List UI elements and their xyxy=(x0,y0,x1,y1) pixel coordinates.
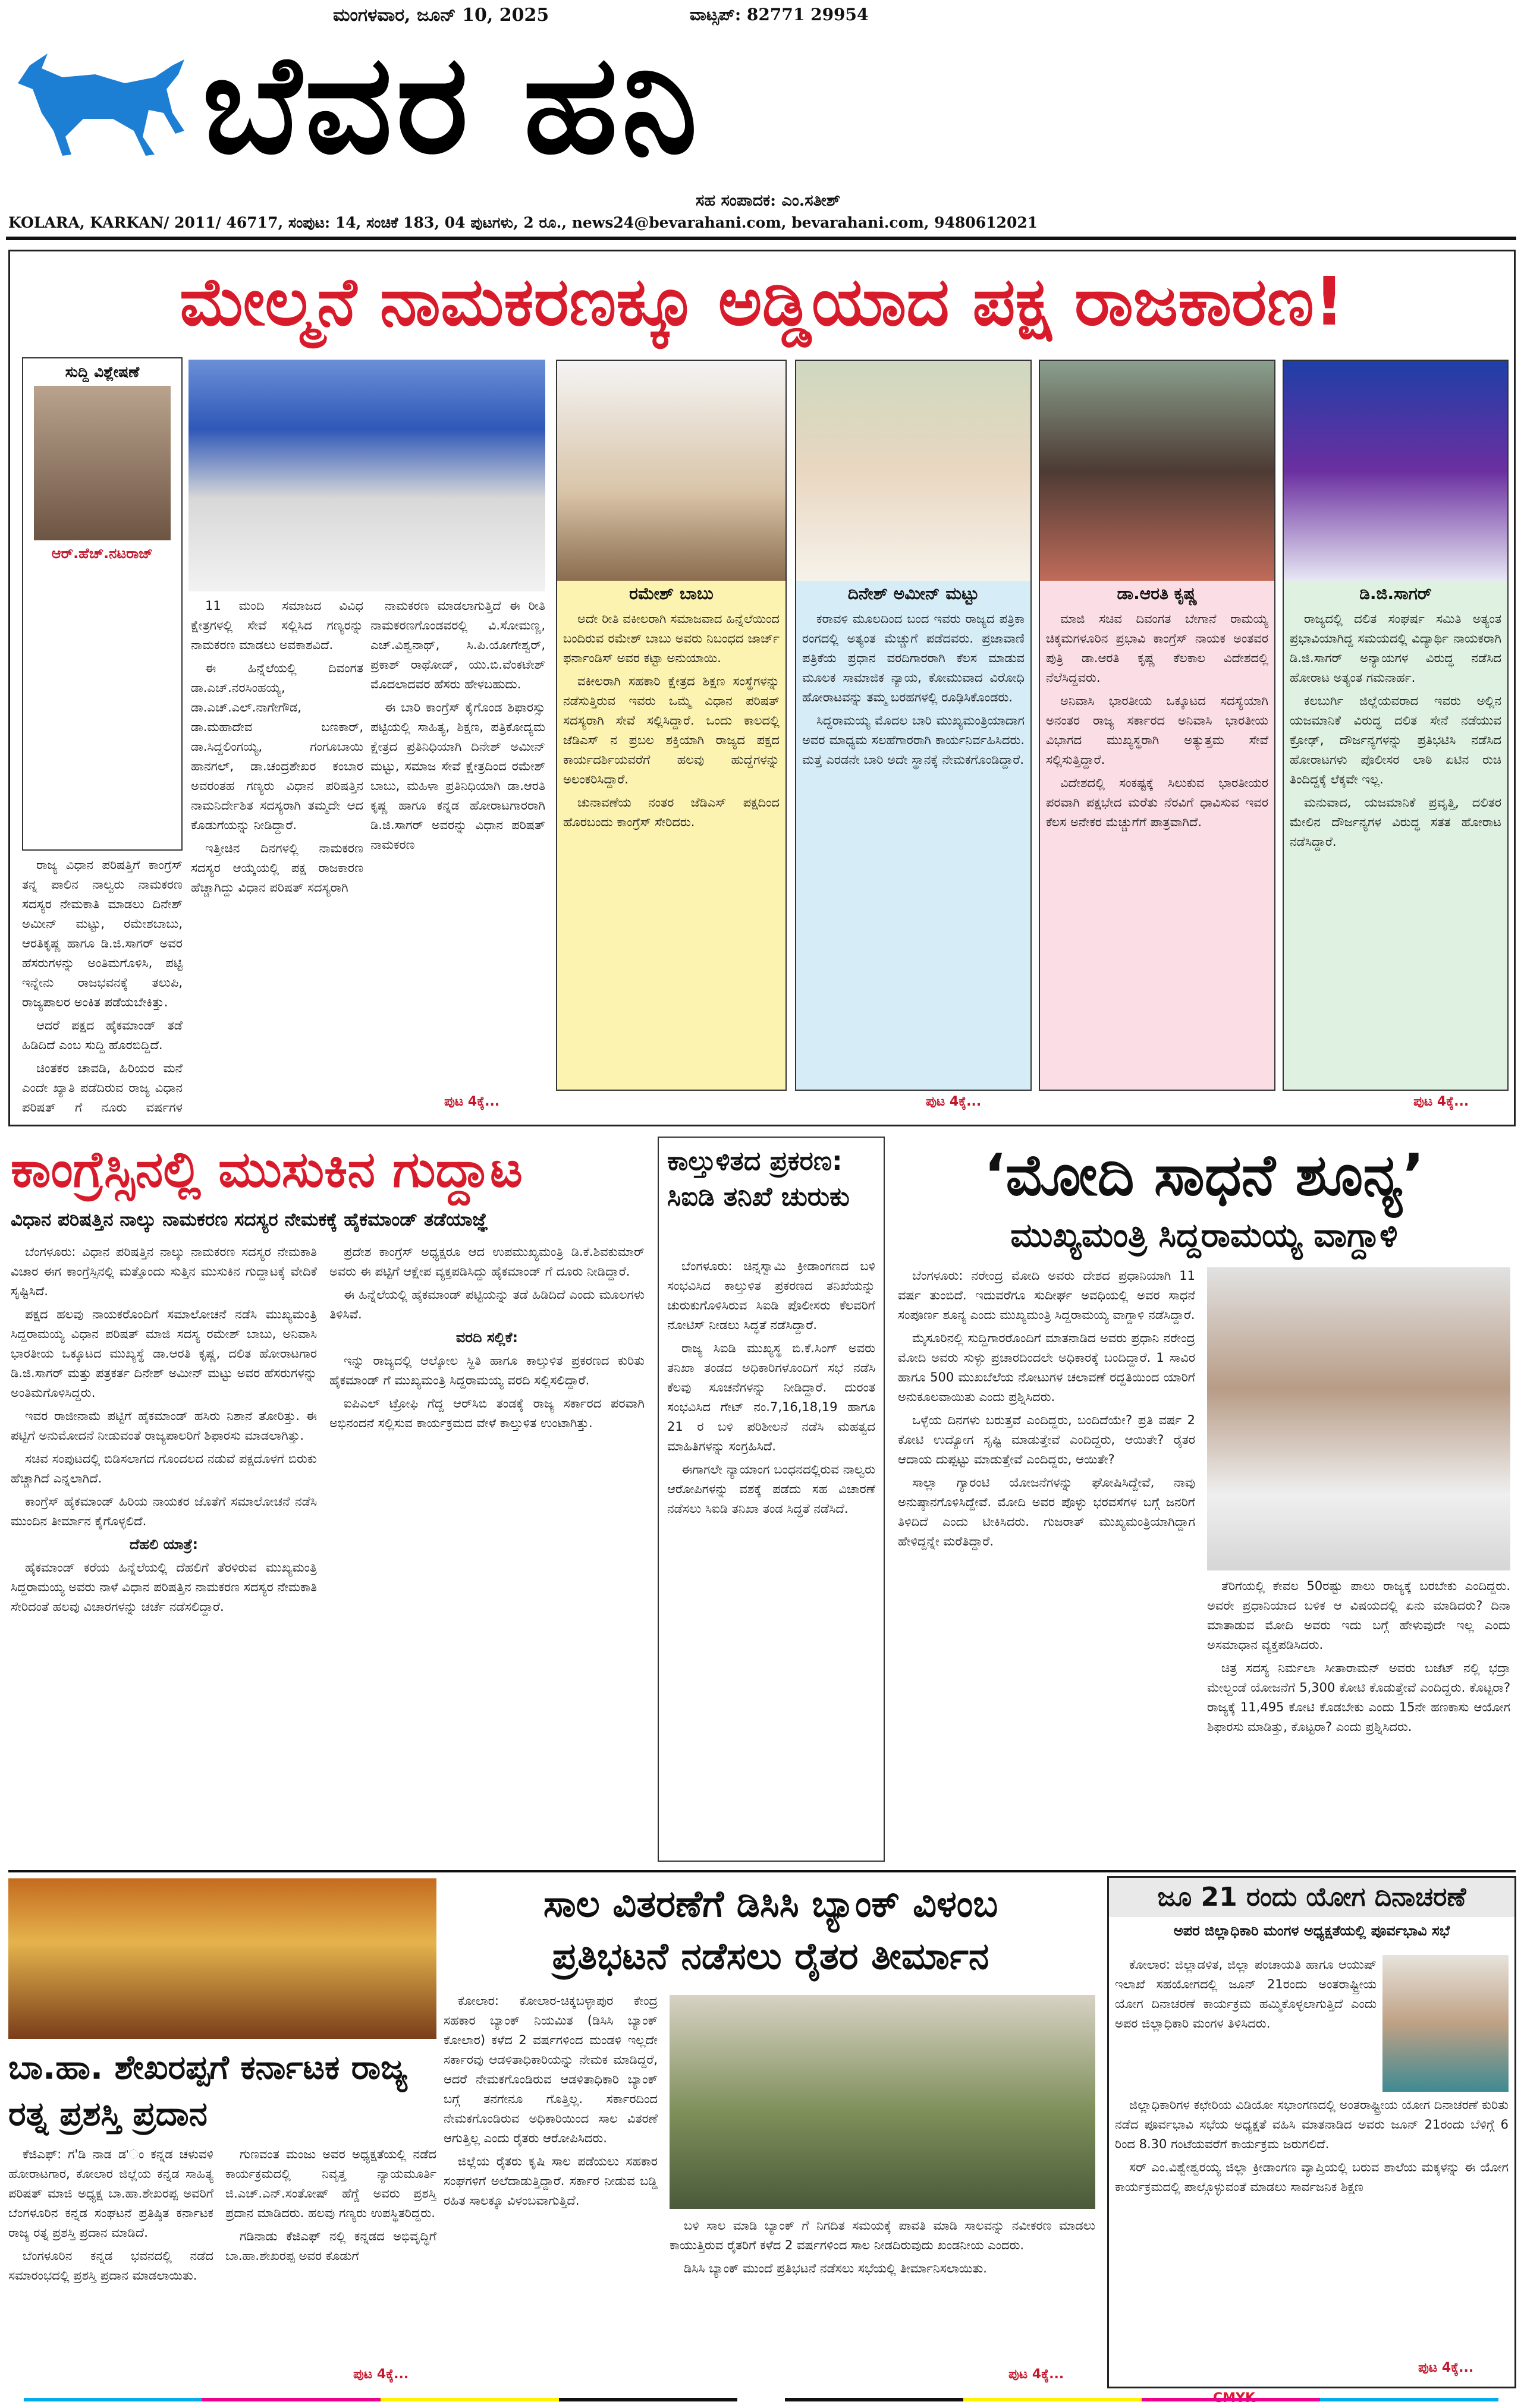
modi-headline: ‘ಮೋದಿ ಸಾಧನೆ ಶೂನ್ಯ’ xyxy=(983,1142,1425,1208)
award-headline: ಬಾ.ಹಾ. ಶೇಖರಪ್ಪಗೆ ಕರ್ನಾಟಕ ರಾಜ್ಯ ರತ್ನ ಪ್ರಶಸ್ತಿ ಪ್ರದಾನ xyxy=(8,2048,408,2133)
yoga-subhead: ಅಪರ ಜಿಲ್ಲಾಧಿಕಾರಿ ಮಂಗಳ ಅಧ್ಯಕ್ಷತೆಯಲ್ಲಿ ಪೂರ್ವಭಾವಿ ಸಭೆ xyxy=(1173,1922,1450,1939)
lead-continued: ಪುಟ 4ಕ್ಕೆ... xyxy=(1413,1094,1469,1109)
profile-photo xyxy=(796,361,1030,581)
stampede-headline: ಕಾಲ್ತುಳಿತದ ಪ್ರಕರಣ: ಸಿಐಡಿ ತನಿಖೆ ಚುರುಕು xyxy=(667,1146,850,1212)
congress-story xyxy=(8,1137,651,1862)
profile-name: ಡಿ.ಜಿ.ಸಾಗರ್ xyxy=(1359,584,1432,603)
profile-card-sagar xyxy=(1283,360,1509,1091)
profile-text: ಮಾಜಿ ಸಚಿವ ದಿವಂಗತ ಬೇಗಾನೆ ರಾಮಯ್ಯ ಚಿಕ್ಕಮಗಳೂರಿನ ಪ್ರಭಾವಿ ಕಾಂಗ್ರೆಸ್ ನಾಯಕ ಅಂತವರ ಪುತ್ರಿ ಡಾ.ಆರತಿ ಕೃಷ್ಣ ಕೆಲಕಾಲ ವಿದೇಶದಲ್ಲಿ ನೆಲೆಸಿದ್ದವರು. ಅನಿವಾಸಿ ಭಾರತೀಯ ಒಕ್ಕೂಟದ ಸದಸ್ಯೆಯಾಗಿ ಅನಂತರ ರಾಜ್ಯ ಸರ್ಕಾರದ ಅನಿವಾಸಿ ಭಾರತೀಯ ವಿಭಾಗದ ಮುಖ್ಯಸ್ಥರಾಗಿ ಅತ್ಯುತ್ತಮ ಸೇವೆ ಸಲ್ಲಿಸುತ್ತಿದ್ದಾರೆ. ವಿದೇಶದಲ್ಲಿ ಸಂಕಷ್ಟಕ್ಕೆ ಸಿಲುಕುವ ಭಾರತೀಯರ ಪರವಾಗಿ ಪಕ್ಷಭೇದ ಮರೆತು ನೆರವಿಗೆ ಧಾವಿಸುವ ಇವರ ಕೆಲಸ ಅನೇಕರ ಮೆಚ್ಚುಗೆಗೆ ಪಾತ್ರವಾಗಿದೆ. xyxy=(1046,612,1268,829)
award-story xyxy=(8,1878,436,2390)
award-continued: ಪುಟ 4ಕ್ಕೆ... xyxy=(353,2367,409,2382)
dcc-headline-1: ಸಾಲ ವಿತರಣೆಗೆ ಡಿಸಿಸಿ ಬ್ಯಾಂಕ್ ವಿಳಂಬ xyxy=(543,1882,998,1925)
leaders-photo xyxy=(188,360,545,591)
issue-date: ಮಂಗಳವಾರ, ಜೂನ್ 10, 2025 xyxy=(333,5,549,26)
dcc-story xyxy=(444,1878,1098,2390)
modi-story xyxy=(892,1137,1516,1862)
whatsapp-number: ವಾಟ್ಸಪ್: 82771 29954 xyxy=(690,5,869,24)
lead-story xyxy=(8,250,1516,1126)
profile-photo xyxy=(1040,361,1274,581)
farmers-meeting-photo xyxy=(670,1995,1095,2209)
profile-text: ಕರಾವಳಿ ಮೂಲದಿಂದ ಬಂದ ಇವರು ರಾಜ್ಯದ ಪತ್ರಿಕಾ ರಂಗದಲ್ಲಿ ಅತ್ಯಂತ ಮೆಚ್ಚುಗೆ ಪಡೆದವರು. ಪ್ರಜಾವಾಣಿ ಪತ್ರಿಕೆಯ ಪ್ರಧಾನ ವರದಿಗಾರರಾಗಿ ಕೆಲಸ ಮಾಡುವ ಮೂಲಕ ಸಾಮಾಜಿಕ ನ್ಯಾಯ, ಕೋಮುವಾದ ವಿರೋಧಿ ಹೋರಾಟವನ್ನು ತಮ್ಮ ಬರಹಗಳಲ್ಲಿ ರೂಢಿಸಿಕೊಂಡರು. ಸಿದ್ದರಾಮಯ್ಯ ಮೊದಲ ಬಾರಿ ಮುಖ್ಯಮಂತ್ರಿಯಾದಾಗ ಅವರ ಮಾಧ್ಯಮ ಸಲಹೆಗಾರರಾಗಿ ಕಾರ್ಯನಿರ್ವಹಿಸಿದರು. ಮತ್ತೆ ಎರಡನೇ ಬಾರಿ ಅದೇ ಸ್ಥಾನಕ್ಕೆ ನೇಮಕಗೊಂಡಿದ್ದಾರೆ. xyxy=(802,612,1025,767)
author-photo xyxy=(34,386,171,540)
profile-photo xyxy=(557,361,785,581)
congress-col-2: ಪ್ರದೇಶ ಕಾಂಗ್ರೆಸ್ ಅಧ್ಯಕ್ಷರೂ ಆದ ಉಪಮುಖ್ಯಮಂತ್ರಿ ಡಿ.ಕೆ.ಶಿವಕುಮಾರ್ ಅವರು ಈ ಪಟ್ಟಿಗೆ ಆಕ್ಷೇಪ ವ್ಯಕ್ತಪಡಿಸಿದ್ದು ಹೈಕಮಾಂಡ್ ಗೆ ದೂರು ನೀಡಿದ್ದಾರೆ. ಈ ಹಿನ್ನೆಲೆಯಲ್ಲಿ ಹೈಕಮಾಂಡ್ ಪಟ್ಟಿಯನ್ನು ತಡೆ ಹಿಡಿದಿದೆ ಎಂದು ಮೂಲಗಳು ತಿಳಿಸಿವೆ. ವರದಿ ಸಲ್ಲಿಕೆ: ಇನ್ನು ರಾಜ್ಯದಲ್ಲಿ ಆಲ್ಕೋಲ ಸ್ಥಿತಿ ಹಾಗೂ ಕಾಲ್ತುಳಿತ ಪ್ರಕರಣದ ಕುರಿತು ಹೈಕಮಾಂಡ್ ಗೆ ಮುಖ್ಯಮಂತ್ರಿ ಸಿದ್ದರಾಮಯ್ಯ ವರದಿ ಸಲ್ಲಿಸಲಿದ್ದಾರೆ. ಐಪಿಎಲ್ ಟ್ರೋಫಿ ಗೆದ್ದ ಆರ್‌ಸಿಬಿ ತಂಡಕ್ಕೆ ರಾಜ್ಯ ಸರ್ಕಾರದ ಪರವಾಗಿ ಅಭಿನಂದನೆ ಸಲ್ಲಿಸುವ ಕಾರ್ಯಕ್ರಮದ ವೇಳೆ ಕಾಲ್ತುಳಿತ ಉಂಟಾಗಿತ್ತು. xyxy=(329,1245,645,1430)
modi-col-1: ಬೆಂಗಳೂರು: ನರೇಂದ್ರ ಮೋದಿ ಅವರು ದೇಶದ ಪ್ರಧಾನಿಯಾಗಿ 11 ವರ್ಷ ತುಂಬಿದೆ. ಇದುವರೆಗೂ ಸುದೀರ್ಘ ಅವಧಿಯಲ್ಲಿ ಅವರ ಸಾಧನೆ ಸಂಪೂರ್ಣ ಶೂನ್ಯ ಎಂದು ಮುಖ್ಯಮಂತ್ರಿ ಸಿದ್ದರಾಮಯ್ಯ ವಾಗ್ದಾಳಿ ನಡೆಸಿದ್ದಾರೆ. ಮೈಸೂರಿನಲ್ಲಿ ಸುದ್ದಿಗಾರರೊಂದಿಗೆ ಮಾತನಾಡಿದ ಅವರು ಪ್ರಧಾನಿ ನರೇಂದ್ರ ಮೋದಿ ಅವರು ಸುಳ್ಳು ಪ್ರಚಾರದಿಂದಲೇ ಅಧಿಕಾರಕ್ಕೆ ಬಂದಿದ್ದಾರೆ. 1 ಸಾವಿರ ಹಾಗೂ 500 ಮುಖಬೆಲೆಯ ನೋಟುಗಳ ಚಲಾವಣೆ ರದ್ದತಿಯಿಂದ ಯಾರಿಗೆ ಅನುಕೂಲವಾಯಿತು ಎಂದು ಪ್ರಶ್ನಿಸಿದರು. ಒಳ್ಳೆಯ ದಿನಗಳು ಬರುತ್ತವೆ ಎಂದಿದ್ದರು, ಬಂದಿದೆಯೇ? ಪ್ರತಿ ವರ್ಷ 2 ಕೋಟಿ ಉದ್ಯೋಗ ಸೃಷ್ಟಿ ಮಾಡುತ್ತೇವೆ ಎಂದಿದ್ದರು, ಆಯಿತೇ? ರೈತರ ಆದಾಯ ದುಪ್ಪಟ್ಟು ಮಾಡುತ್ತೇವೆ ಎಂದಿದ್ದರು, ಆಯಿತೇ? ಸಾಲ್ಲಾ ಗ್ಯಾರಂಟಿ ಯೋಜನೆಗಳನ್ನು ಘೋಷಿಸಿದ್ದೇವೆ, ನಾವು ಅನುಷ್ಠಾನಗೊಳಿಸಿದ್ದೇವೆ. ಮೋದಿ ಅವರ ಪೊಳ್ಳು ಭರವಸೆಗಳ ಬಗ್ಗೆ ಜನರಿಗೆ ತಿಳಿದಿದೆ ಎಂದು ಟೀಕಿಸಿದರು. ಗುಜರಾತ್ ಮುಖ್ಯಮಂತ್ರಿಯಾಗಿದ್ದಾಗ ಹೇಳಿದ್ದನ್ನೇ ಮರೆತಿದ್ದಾರೆ. xyxy=(898,1268,1195,1548)
stampede-text: ಬೆಂಗಳೂರು: ಚಿನ್ನಸ್ವಾಮಿ ಕ್ರೀಡಾಂಗಣದ ಬಳಿ ಸಂಭವಿಸಿದ ಕಾಲ್ತುಳಿತ ಪ್ರಕರಣದ ತನಿಖೆಯನ್ನು ಚುರುಕುಗೊಳಿಸಿರುವ ಸಿಐಡಿ ಪೊಲೀಸರು ಕೆಲವರಿಗೆ ನೋಟಿಸ್ ನೀಡಲು ಸಿದ್ಧತೆ ನಡೆಸಿದ್ದಾರೆ. ರಾಜ್ಯ ಸಿಐಡಿ ಮುಖ್ಯಸ್ಥ ಬಿ.ಕೆ.ಸಿಂಗ್ ಅವರು ತನಿಖಾ ತಂಡದ ಅಧಿಕಾರಿಗಳೊಂದಿಗೆ ಸಭೆ ನಡೆಸಿ ಕೆಲವು ಸೂಚನೆಗಳನ್ನು ನೀಡಿದ್ದಾರೆ. ದುರಂತ ಸಂಭವಿಸಿದ ಗೇಟ್ ನಂ.7,16,18,19 ಹಾಗೂ 21 ರ ಬಳಿ ಪರಿಶೀಲನೆ ನಡೆಸಿ ಮಹತ್ವದ ಮಾಹಿತಿಗಳನ್ನು ಸಂಗ್ರಹಿಸಿದೆ. ಈಗಾಗಲೇ ನ್ಯಾಯಾಂಗ ಬಂಧನದಲ್ಲಿರುವ ನಾಲ್ವರು ಆರೋಪಿಗಳನ್ನು ವಶಕ್ಕೆ ಪಡೆದು ಸಹ ವಿಚಾರಣೆ ನಡೆಸಲು ಸಿಐಡಿ ತನಿಖಾ ತಂಡ ಸಿದ್ಧತೆ ನಡೆಸಿದೆ. xyxy=(667,1259,875,1516)
color-bar xyxy=(785,2398,1498,2401)
profile-card-dinesh xyxy=(795,360,1032,1091)
profile-card-ramesh xyxy=(556,360,787,1091)
award-col-1: ಕೆಜಿಎಫ್: ಗ'ಡಿ ನಾಡ ಡ'ಂ ಕನ್ನಡ ಚಳುವಳಿ ಹೋರಾಟಗಾರ, ಕೋಲಾರ ಜಿಲ್ಲೆಯ ಕನ್ನಡ ಸಾಹಿತ್ಯ ಪರಿಷತ್ ಮಾಜಿ ಅಧ್ಯಕ್ಷ ಬಾ.ಹಾ.ಶೇಖರಪ್ಪ ಅವರಿಗೆ ಬೆಂಗಳೂರಿನ ಕನ್ನಡ ಸಂಘಟನೆ ಪ್ರತಿಷ್ಠಿತ ಕರ್ನಾಟಕ ರಾಜ್ಯ ರತ್ನ ಪ್ರಶಸ್ತಿ ಪ್ರದಾನ ಮಾಡಿದೆ. ಬೆಂಗಳೂರಿನ ಕನ್ನಡ ಭವನದಲ್ಲಿ ನಡೆದ ಸಮಾರಂಭದಲ್ಲಿ ಪ್ರಶಸ್ತಿ ಪ್ರದಾನ ಮಾಡಲಾಯಿತು. xyxy=(8,2147,213,2283)
lead-col-3: ನಾಮಕರಣ ಮಾಡಲಾಗುತ್ತಿದೆ ಈ ರೀತಿ ನಾಮಕರಣಗೊಂಡವರಲ್ಲಿ ವಿ.ಸೋಮಣ್ಣ, ಎಚ್.ವಿಶ್ವನಾಥ್, ಸಿ.ಪಿ.ಯೋಗೇಶ್ವರ್, ಪ್ರಕಾಶ್ ರಾಥೋಡ್, ಯು.ಬಿ.ವೆಂಕಟೇಶ್ ಮೊದಲಾದವರ ಹೆಸರು ಹೇಳಬಹುದು. ಈ ಬಾರಿ ಕಾಂಗ್ರೆಸ್ ಕೈಗೊಂಡ ಶಿಫಾರಸ್ಸು ಪಟ್ಟಿಯಲ್ಲಿ ಸಾಹಿತ್ಯ, ಶಿಕ್ಷಣ, ಪತ್ರಿಕೋದ್ಯಮ ಕ್ಷೇತ್ರದ ಪ್ರತಿನಿಧಿಯಾಗಿ ದಿನೇಶ್ ಅಮೀನ್ ಮಟ್ಟು, ಸಮಾಜ ಸೇವೆ ಕ್ಷೇತ್ರದಿಂದ ರಮೇಶ್ ಬಾಬು, ಮಹಿಳಾ ಪ್ರತಿನಿಧಿಯಾಗಿ ಡಾ.ಆರತಿ ಕೃಷ್ಣ ಹಾಗೂ ಕನ್ನಡ ಹೋರಾಟಗಾರರಾಗಿ ಡಿ.ಜಿ.ಸಾಗರ್ ಅವರನ್ನು ವಿಧಾನ ಪರಿಷತ್ ನಾಮಕರಣ xyxy=(370,599,545,852)
lead-headline: ಮೇಲ್ಮನೆ ನಾಮಕರಣಕ್ಕೂ ಅಡ್ಡಿಯಾದ ಪಕ್ಷ ರಾಜಕಾರಣ! xyxy=(180,263,1344,341)
dcc-continued: ಪುಟ 4ಕ್ಕೆ... xyxy=(1008,2367,1064,2382)
congress-col-1: ಬೆಂಗಳೂರು: ವಿಧಾನ ಪರಿಷತ್ತಿನ ನಾಲ್ಕು ನಾಮಕರಣ ಸದಸ್ಯರ ನೇಮಕಾತಿ ವಿಚಾರ ಈಗ ಕಾಂಗ್ರೆಸ್ಸಿನಲ್ಲಿ ಮತ್ತೊಂದು ಸುತ್ತಿನ ಮುಸುಕಿನ ಗುದ್ದಾಟಕ್ಕೆ ವೇದಿಕೆ ಸೃಷ್ಟಿಸಿದೆ. ಪಕ್ಷದ ಹಲವು ನಾಯಕರೊಂದಿಗೆ ಸಮಾಲೋಚನೆ ನಡೆಸಿ ಮುಖ್ಯಮಂತ್ರಿ ಸಿದ್ದರಾಮಯ್ಯ ವಿಧಾನ ಪರಿಷತ್ ಮಾಜಿ ಸದಸ್ಯ ರಮೇಶ್ ಬಾಬು, ಅನಿವಾಸಿ ಭಾರತೀಯ ಒಕ್ಕೂಟದ ಮುಖ್ಯಸ್ಥೆ ಡಾ.ಆರತಿ ಕೃಷ್ಣ, ದಲಿತ ಹೋರಾಟಗಾರ ಡಿ.ಜಿ.ಸಾಗರ್ ಮತ್ತು ಪತ್ರಕರ್ತ ದಿನೇಶ್ ಅಮೀನ್ ಮಟ್ಟು ಅವರ ಹೆಸರುಗಳನ್ನು ಅಂತಿಮಗೊಳಿಸಿದ್ದರು. ಇವರ ರಾಜೀನಾಮೆ ಪಟ್ಟಿಗೆ ಹೈಕಮಾಂಡ್ ಹಸಿರು ನಿಶಾನೆ ತೋರಿತ್ತು. ಈ ಪಟ್ಟಿಗೆ ಅನುಮೋದನೆ ನೀಡುವಂತೆ ರಾಜ್ಯಪಾಲರಿಗೆ ಶಿಫಾರಸು ಮಾಡಲಾಗಿತ್ತು. ಸಚಿವ ಸಂಪುಟದಲ್ಲಿ ಬಿಡಿಸಲಾಗದ ಗೊಂದಲದ ನಡುವೆ ಪಕ್ಷದೊಳಗೆ ಬಿರುಕು ಹೆಚ್ಚಾಗಿದೆ ಎನ್ನಲಾಗಿದೆ. ಕಾಂಗ್ರೆಸ್ ಹೈಕಮಾಂಡ್ ಹಿರಿಯ ನಾಯಕರ ಜೊತೆಗೆ ಸಮಾಲೋಚನೆ ನಡೆಸಿ ಮುಂದಿನ ತೀರ್ಮಾನ ಕೈಗೊಳ್ಳಲಿದೆ. ದೆಹಲಿ ಯಾತ್ರೆ: ಹೈಕಮಾಂಡ್ ಕರೆಯ ಹಿನ್ನೆಲೆಯಲ್ಲಿ ದೆಹಲಿಗೆ ತೆರಳಿರುವ ಮುಖ್ಯಮಂತ್ರಿ ಸಿದ್ದರಾಮಯ್ಯ ಅವರು ನಾಳೆ ವಿಧಾನ ಪರಿಷತ್ತಿನ ನಾಮಕರಣ ಸದಸ್ಯರ ನೇಮಕಾತಿ ಸೇರಿದಂತೆ ಹಲವು ವಿಚಾರಗಳನ್ನು ಚರ್ಚೆ ನಡೆಸಲಿದ್ದಾರೆ. xyxy=(11,1245,317,1614)
masthead-info: KOLARA, KARKAN/ 2011/ 46717, ಸಂಪುಟ: 14, ಸಂಚಿಕೆ 183, 04 ಪುಟಗಳು, 2 ರೂ., news24@bevarahani.com, bevarahani.com, 9480612021 xyxy=(8,214,1038,231)
masthead-rule xyxy=(6,237,1516,240)
profile-name: ಡಾ.ಆರತಿ ಕೃಷ್ಣ xyxy=(1117,584,1198,603)
yoga-text: ಕೋಲಾರ: ಜಿಲ್ಲಾಡಳಿತ, ಜಿಲ್ಲಾ ಪಂಚಾಯತಿ ಹಾಗೂ ಆಯುಷ್ ಇಲಾಖೆ ಸಹಯೋಗದಲ್ಲಿ ಜೂನ್ 21ರಂದು ಅಂತರಾಷ್ಟ್ರೀಯ ಯೋಗ ದಿನಾಚರಣೆ ಕಾರ್ಯಕ್ರಮ ಹಮ್ಮಿಕೊಳ್ಳಲಾಗುತ್ತಿದೆ ಎಂದು ಅಪರ ಜಿಲ್ಲಾಧಿಕಾರಿ ಮಂಗಳ ತಿಳಿಸಿದರು. xyxy=(1115,1957,1377,2031)
siddaramaiah-photo xyxy=(1207,1267,1510,1570)
yoga-text-wide: ಜಿಲ್ಲಾಧಿಕಾರಿಗಳ ಕಛೇರಿಯ ವಿಡಿಯೋ ಸಭಾಂಗಣದಲ್ಲಿ ಅಂತರಾಷ್ಟ್ರೀಯ ಯೋಗ ದಿನಾಚರಣೆ ಕುರಿತು ನಡೆದ ಪೂರ್ವಭಾವಿ ಸಭೆಯ ಅಧ್ಯಕ್ಷತೆ ವಹಿಸಿ ಮಾತನಾಡಿದ ಅವರು ಜೂನ್ 21ರಂದು ಬೆಳಿಗ್ಗೆ 6 ರಿಂದ 8.30 ಗಂಟೆಯವರೆಗೆ ಕಾರ್ಯಕ್ರಮ ಜರುಗಲಿದೆ. ಸರ್ ಎಂ.ವಿಶ್ವೇಶ್ವರಯ್ಯ ಜಿಲ್ಲಾ ಕ್ರೀಡಾಂಗಣ ವ್ಯಾಪ್ತಿಯಲ್ಲಿ ಬರುವ ಶಾಲೆಯ ಮಕ್ಕಳನ್ನು ಈ ಯೋಗ ಕಾರ್ಯಕ್ರಮದಲ್ಲಿ ಪಾಲ್ಗೊಳ್ಳುವಂತೆ ಮಾಡಲು ಸಾರ್ವಜನಿಕ ಶಿಕ್ಷಣ xyxy=(1115,2098,1509,2194)
deer-logo-icon xyxy=(6,42,202,166)
coeditor: ಸಹ ಸಂಪಾದಕ: ಎಂ.ಸತೀಶ್ xyxy=(696,191,841,210)
profile-text: ರಾಜ್ಯದಲ್ಲಿ ದಲಿತ ಸಂಘರ್ಷ ಸಮಿತಿ ಅತ್ಯಂತ ಪ್ರಭಾವಿಯಾಗಿದ್ದ ಸಮಯದಲ್ಲಿ ವಿದ್ಯಾರ್ಥಿ ನಾಯಕರಾಗಿ ಡಿ.ಜಿ.ಸಾಗರ್ ಅನ್ಯಾಯಗಳ ವಿರುದ್ಧ ನಡೆಸಿದ ಹೋರಾಟ ಅತ್ಯಂತ ಗಮನಾರ್ಹ. ಕಲಬುರ್ಗಿ ಜಿಲ್ಲೆಯವರಾದ ಇವರು ಅಲ್ಲಿನ ಯಜಮಾನಿಕೆ ವಿರುದ್ಧ ದಲಿತ ಸೇನೆ ನಡೆಯುವ ಕ್ರೋಢ್, ದೌರ್ಜನ್ಯಗಳನ್ನು ಪ್ರತಿಭಟಿಸಿ ನಡೆಸಿದ ಹೋರಾಟಗಳು ಪೊಲೀಸರ ಲಾಠಿ ಏಟಿನ ರುಚಿ ತಿಂದಿದ್ದಕ್ಕೆ ಲೆಕ್ಕವೇ ಇಲ್ಲ. ಮನುವಾದ, ಯಜಮಾನಿಕೆ ಪ್ರವೃತ್ತಿ, ದಲಿತರ ಮೇಲಿನ ದೌರ್ಜನ್ಯಗಳ ವಿರುದ್ಧ ಸತತ ಹೋರಾಟ ನಡೆಸಿದ್ದಾರೆ. xyxy=(1290,612,1501,849)
yoga-continued: ಪುಟ 4ಕ್ಕೆ... xyxy=(1418,2360,1474,2375)
profile-name: ದಿನೇಶ್ ಅಮೀನ್ ಮಟ್ಟು xyxy=(847,584,979,603)
official-photo xyxy=(1382,1955,1509,2092)
dcc-col-2: ಬಳಿ ಸಾಲ ಮಾಡಿ ಬ್ಯಾಂಕ್ ಗೆ ನಿಗದಿತ ಸಮಯಕ್ಕೆ ಪಾವತಿ ಮಾಡಿ ಸಾಲವನ್ನು ನವೀಕರಣ ಮಾಡಲು ಕಾಯುತ್ತಿರುವ ರೈತರಿಗೆ ಕಳೆದ 2 ವರ್ಷಗಳಿಂದ ಸಾಲ ನೀಡದಿರುವುದು ಖಂಡನೀಯ ಎಂದರು. ಡಿಸಿಸಿ ಬ್ಯಾಂಕ್ ಮುಂದೆ ಪ್ರತಿಭಟನೆ ನಡೆಸಲು ಸಭೆಯಲ್ಲಿ ತೀರ್ಮಾನಿಸಲಾಯಿತು. xyxy=(670,2218,1095,2275)
stampede-story xyxy=(658,1137,885,1862)
analysis-box xyxy=(22,357,183,851)
lead-continued: ಪುಟ 4ಕ್ಕೆ... xyxy=(926,1094,982,1109)
dcc-col-1: ಕೋಲಾರ: ಕೋಲಾರ-ಚಿಕ್ಕಬಳ್ಳಾಪುರ ಕೇಂದ್ರ ಸಹಕಾರ ಬ್ಯಾಂಕ್ ನಿಯಮಿತ (ಡಿಸಿಸಿ ಬ್ಯಾಂಕ್ ಕೋಲಾರ) ಕಳೆದ 2 ವರ್ಷಗಳಿಂದ ಮಂಡಳಿ ಇಲ್ಲದೇ ಸರ್ಕಾರವು ಆಡಳಿತಾಧಿಕಾರಿಯನ್ನು ನೇಮಕ ಮಾಡಿದ್ದರೆ, ಆದರೆ ನೇಮಕಗೊಂಡಿರುವ ಆಡಳಿತಾಧಿಕಾರಿ ಬ್ಯಾಂಕ್ ಬಗ್ಗೆ ತನಗೇನೂ ಗೊತ್ತಿಲ್ಲ. ಸರ್ಕಾರದಿಂದ ನೇಮಕಗೊಂಡಿರುವ ಅಧಿಕಾರಿಯಿಂದ ಸಾಲ ವಿತರಣೆ ಆಗುತ್ತಿಲ್ಲ ಎಂದು ರೈತರು ಆರೋಪಿಸಿದರು. ಜಿಲ್ಲೆಯ ರೈತರು ಕೃಷಿ ಸಾಲ ಪಡೆಯಲು ಸಹಕಾರ ಸಂಘಗಳಿಗೆ ಅಲೆದಾಡುತ್ತಿದ್ದಾರೆ. ಸರ್ಕಾರ ನೀಡುವ ಬಡ್ಡಿ ರಹಿತ ಸಾಲಕ್ಕೂ ವಿಳಂಬವಾಗುತ್ತಿದೆ. xyxy=(444,1994,658,2208)
section-rule xyxy=(8,1870,1516,1872)
profile-text: ಅದೇ ರೀತಿ ವಕೀಲರಾಗಿ ಸಮಾಜವಾದ ಹಿನ್ನೆಲೆಯಿಂದ ಬಂದಿರುವ ರಮೇಶ್ ಬಾಬು ಅವರು ನಿಬಂಧದ ಜಾರ್ಜ್ ಫರ್ನಾಂಡಿಸ್ ಅವರ ಕಟ್ಟಾ ಅನುಯಾಯಿ. ವಕೀಲರಾಗಿ ಸಹಕಾರಿ ಕ್ಷೇತ್ರದ ಶಿಕ್ಷಣ ಸಂಸ್ಥೆಗಳನ್ನು ನಡೆಸುತ್ತಿರುವ ಇವರು ಒಮ್ಮೆ ವಿಧಾನ ಪರಿಷತ್ ಸದಸ್ಯರಾಗಿ ಸೇವೆ ಸಲ್ಲಿಸಿದ್ದಾರೆ. ಒಂದು ಕಾಲದಲ್ಲಿ ಜೆಡಿಎಸ್ ನ ಪ್ರಬಲ ಶಕ್ತಿಯಾಗಿ ರಾಜ್ಯದ ಪಕ್ಷದ ಕಾರ್ಯದರ್ಶಿಯವರೆಗೆ ಹಲವು ಹುದ್ದೆಗಳನ್ನು ಅಲಂಕರಿಸಿದ್ದಾರೆ. ಚುನಾವಣೆಯ ನಂತರ ಜೆಡಿಎಸ್ ಪಕ್ಷದಿಂದ ಹೊರಬಂದು ಕಾಂಗ್ರೆಸ್ ಸೇರಿದರು. xyxy=(563,612,780,829)
award-col-2: ಗುಣವಂತ ಮಂಜು ಅವರ ಅಧ್ಯಕ್ಷತೆಯಲ್ಲಿ ನಡೆದ ಕಾರ್ಯಕ್ರಮದಲ್ಲಿ ನಿವೃತ್ತ ನ್ಯಾಯಮೂರ್ತಿ ಜಿ.ಎಚ್.ಎನ್.ಸಂತೋಷ್ ಹೆಗ್ಡೆ ಅವರು ಪ್ರಶಸ್ತಿ ಪ್ರದಾನ ಮಾಡಿದರು. ಹಲವು ಗಣ್ಯರು ಉಪಸ್ಥಿತರಿದ್ದರು. ಗಡಿನಾಡು ಕೆಜಿಎಫ್ ನಲ್ಲಿ ಕನ್ನಡದ ಅಭಿವೃದ್ಧಿಗೆ ಬಾ.ಹಾ.ಶೇಖರಪ್ಪ ಅವರ ಕೊಡುಗೆ xyxy=(225,2147,436,2263)
author-name: ಆರ್.ಹೆಚ್.ನಟರಾಜ್ xyxy=(51,545,153,562)
footer xyxy=(0,2391,1524,2408)
newspaper-title: ಬೆವರ ಹನಿ xyxy=(202,24,701,184)
masthead xyxy=(0,0,1524,241)
lead-continued: ಪುಟ 4ಕ್ಕೆ... xyxy=(444,1094,500,1109)
profile-card-arathi xyxy=(1039,360,1275,1091)
analysis-label: ಸುದ್ದಿ ವಿಶ್ಲೇಷಣೆ xyxy=(65,363,140,380)
dcc-headline-2: ಪ್ರತಿಭಟನೆ ನಡೆಸಲು ರೈತರ ತೀರ್ಮಾನ xyxy=(552,1934,989,1978)
color-bar xyxy=(24,2398,737,2401)
congress-headline: ಕಾಂಗ್ರೆಸ್ಸಿನಲ್ಲಿ ಮುಸುಕಿನ ಗುದ್ದಾಟ xyxy=(11,1140,523,1198)
modi-col-2: ತೆರಿಗೆಯಲ್ಲಿ ಕೇವಲ 50ರಷ್ಟು ಪಾಲು ರಾಜ್ಯಕ್ಕೆ ಬರಬೇಕು ಎಂದಿದ್ದರು. ಅವರೇ ಪ್ರಧಾನಿಯಾದ ಬಳಿಕ ಆ ವಿಷಯದಲ್ಲಿ ಏನು ಮಾಡಿದರು? ದಿನಾ ಮಾತಾಡುವ ಮೋದಿ ಅವರು ಇದು ಬಗ್ಗೆ ಹೇಳುವುದೇ ಇಲ್ಲ ಎಂದು ಅಸಮಾಧಾನ ವ್ಯಕ್ತಪಡಿಸಿದರು. ಚಿತ್ರ ಸದಸ್ಯ ನಿರ್ಮಲಾ ಸೀತಾರಾಮನ್ ಅವರು ಬಜೆಟ್ ನಲ್ಲಿ ಭದ್ರಾ ಮೇಲ್ದಂಡೆ ಯೋಜನೆಗೆ 5,300 ಕೋಟಿ ಕೊಡುತ್ತೇವೆ ಎಂದಿದ್ದರು. ಕೊಟ್ಟರಾ? ರಾಜ್ಯಕ್ಕೆ 11,495 ಕೋಟಿ ಕೊಡಬೇಕು ಎಂದು 15ನೇ ಹಣಕಾಸು ಆಯೋಗ ಶಿಫಾರಸು ಮಾಡಿತ್ತು, ಕೊಟ್ಟರಾ? ಎಂದು ಪ್ರಶ್ನಿಸಿದರು. xyxy=(1207,1579,1510,1734)
award-photo xyxy=(8,1878,436,2039)
modi-subhead: ಮುಖ್ಯಮಂತ್ರಿ ಸಿದ್ದರಾಮಯ್ಯ ವಾಗ್ದಾಳಿ xyxy=(1010,1216,1398,1255)
congress-subhead: ವಿಧಾನ ಪರಿಷತ್ತಿನ ನಾಲ್ಕು ನಾಮಕರಣ ಸದಸ್ಯರ ನೇಮಕಕ್ಕೆ ಹೈಕಮಾಂಡ್ ತಡೆಯಾಜ್ಞೆ xyxy=(11,1209,488,1230)
profile-photo xyxy=(1284,361,1507,581)
lead-col-2: 11 ಮಂದಿ ಸಮಾಜದ ವಿವಿಧ ಕ್ಷೇತ್ರಗಳಲ್ಲಿ ಸೇವೆ ಸಲ್ಲಿಸಿದ ಗಣ್ಯರನ್ನು ನಾಮಕರಣ ಮಾಡಲು ಅವಕಾಶವಿದೆ. ಈ ಹಿನ್ನೆಲೆಯಲ್ಲಿ ದಿವಂಗತ ಡಾ.ಎಚ್.ನರಸಿಂಹಯ್ಯ, ಡಾ.ಎಚ್.ಎಲ್.ನಾಗೇಗೌಡ, ಡಾ.ಮಹಾದೇವ ಬಣಕಾರ್, ಡಾ.ಸಿದ್ದಲಿಂಗಯ್ಯ, ಗಂಗೂಬಾಯಿ ಹಾನಗಲ್, ಡಾ.ಚಂದ್ರಶೇಖರ ಕಂಬಾರ ಅವರಂತಹ ಗಣ್ಯರು ವಿಧಾನ ಪರಿಷತ್ತಿನ ನಾಮನಿರ್ದೇಶಿತ ಸದಸ್ಯರಾಗಿ ತಮ್ಮದೇ ಆದ ಕೊಡುಗೆಯನ್ನು ನೀಡಿದ್ದಾರೆ. ಇತ್ತೀಚಿನ ದಿನಗಳಲ್ಲಿ ನಾಮಕರಣ ಸದಸ್ಯರ ಆಯ್ಕೆಯಲ್ಲಿ ಪಕ್ಷ ರಾಜಕಾರಣ ಹೆಚ್ಚಾಗಿದ್ದು ವಿಧಾನ ಪರಿಷತ್ ಸದಸ್ಯರಾಗಿ xyxy=(191,599,363,895)
yoga-story xyxy=(1107,1876,1516,2388)
profile-name: ರಮೇಶ್ ಬಾಬು xyxy=(629,584,714,603)
yoga-headline: ಜೂ 21 ರಂದು ಯೋಗ ದಿನಾಚರಣೆ xyxy=(1109,1878,1514,1917)
lead-col-1: ರಾಜ್ಯ ವಿಧಾನ ಪರಿಷತ್ತಿಗೆ ಕಾಂಗ್ರೆಸ್ ತನ್ನ ಪಾಲಿನ ನಾಲ್ವರು ನಾಮಕರಣ ಸದಸ್ಯರ ನೇಮಕಾತಿ ಮಾಡಲು ದಿನೇಶ್ ಅಮೀನ್ ಮಟ್ಟು, ರಮೇಶಬಾಬು, ಆರತಿಕೃಷ್ಣ ಹಾಗೂ ಡಿ.ಜಿ.ಸಾಗರ್ ಅವರ ಹೆಸರುಗಳನ್ನು ಅಂತಿಮಗೊಳಿಸಿ, ಪಟ್ಟಿ ಇನ್ನೇನು ರಾಜಭವನಕ್ಕೆ ತಲುಪಿ, ರಾಜ್ಯಪಾಲರ ಅಂಕಿತ ಪಡೆಯಬೇಕಿತ್ತು. ಆದರೆ ಪಕ್ಷದ ಹೈಕಮಾಂಡ್ ತಡೆ ಹಿಡಿದಿದೆ ಎಂಬ ಸುದ್ದಿ ಹೊರಬಿದ್ದಿದೆ. ಚಿಂತಕರ ಚಾವಡಿ, ಹಿರಿಯರ ಮನೆ ಎಂದೇ ಖ್ಯಾತಿ ಪಡೆದಿರುವ ರಾಜ್ಯ ವಿಧಾನ ಪರಿಷತ್ ಗೆ ನೂರು ವರ್ಷಗಳ xyxy=(22,858,183,1115)
